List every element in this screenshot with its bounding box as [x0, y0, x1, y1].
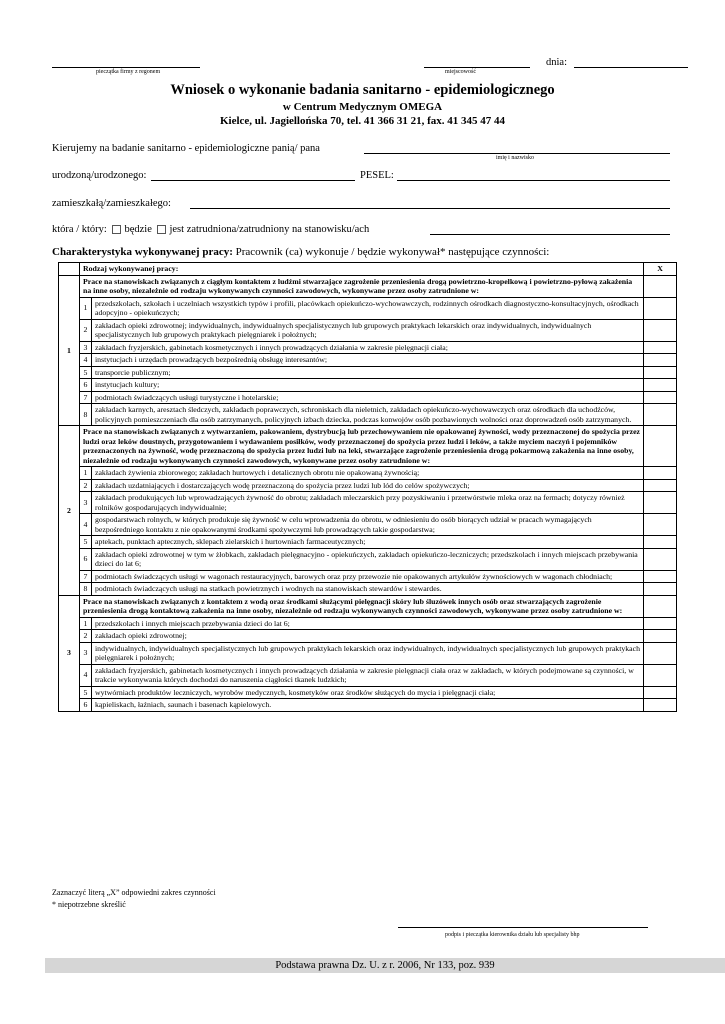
note-strike: * niepotrzebne skreślić	[52, 900, 126, 909]
born-line[interactable]	[151, 180, 355, 181]
item-number: 2	[80, 630, 92, 643]
item-mark-cell[interactable]	[644, 536, 677, 549]
section-row	[59, 275, 677, 297]
work-type-table	[58, 262, 677, 712]
item-number: 4	[80, 354, 92, 367]
table-row	[59, 514, 677, 536]
item-text: przedszkolach, szkołach i uczelniach wszystkich typów i profili, placówkach opiekuńczo-wychowawczych, rodzinnych ośrodkach diagnostyczno-konsultacyjnych, ośrodkach adopcyjno - opiekuńczych;	[92, 297, 644, 319]
residence-line[interactable]	[190, 208, 670, 209]
item-text: zakładach produkujących lub wprowadzających żywność do obrotu; zakładach mleczarskich przy pozyskiwaniu i przetwórstwie mleka oraz na fermach; dotyczy również rolników gospodarujących indywidualnie;	[92, 492, 644, 514]
item-number: 3	[80, 341, 92, 354]
table-row	[59, 686, 677, 699]
section-title: Prace na stanowiskach związanych z wytwarzaniem, pakowaniem, dystrybucją lub przechowywaniem nie opakowanej żywności, wody przeznaczonej do spożycia przez ludzi oraz leków doustnych, przygotowaniem i wydawaniem posiłków, wody przeznaczonej do spożycia przez ludzi i leków, a także myciem naczyń i pojemników przeznaczonych na żywność, wodę przeznaczoną do spożycia przez ludzi lub na leki, stwarzające zagrożenie przeniesienia drogą pokarmową zakażenia na inne osoby, niezależnie od rodzaju wykonywanych czynności zawodowych, wykonywane przez osoby zatrudnione w:	[80, 426, 644, 467]
date-label: dnia:	[546, 57, 567, 68]
employment-row	[52, 224, 369, 235]
center-address: Kielce, ul. Jagiellońska 70, tel. 41 366 31 21, fax. 41 345 47 44	[219, 115, 506, 127]
section-number: 2	[59, 426, 80, 596]
table-row	[59, 341, 677, 354]
table-row	[59, 354, 677, 367]
item-text: wytwórniach produktów leczniczych, wyrobów medycznych, kosmetyków oraz środków służących do mycia i pielęgnacji ciała;	[92, 686, 644, 699]
table-row	[59, 536, 677, 549]
is-checkbox[interactable]	[157, 225, 166, 234]
table-row	[59, 467, 677, 480]
table-row	[59, 379, 677, 392]
item-mark-cell[interactable]	[644, 686, 677, 699]
table-row	[59, 642, 677, 664]
item-mark-cell[interactable]	[644, 354, 677, 367]
item-number: 8	[80, 583, 92, 596]
name-label: imię i nazwisko	[496, 155, 534, 161]
center-name: w Centrum Medycznym OMEGA	[282, 101, 443, 113]
item-number: 3	[80, 642, 92, 664]
item-mark-cell[interactable]	[644, 391, 677, 404]
stamp-label: pieczątka firmy z regonem	[96, 69, 161, 75]
will-be-label: będzie	[124, 224, 152, 235]
item-text: zakładach opieki zdrowotnej; indywidualnych, indywidualnych specjalistycznych lub grupowych praktykach lekarskich oraz indywidualnych, indywidualnych specjalistycznych lub grupowych praktykach pielęgniarek i położnych;	[92, 319, 644, 341]
section-title: Prace na stanowiskach związanych z ciągłym kontaktem z ludźmi stwarzające zagrożenie przeniesienia drogą powietrzno-kropelkową i powietrzno-pyłową zakażenia na inne osoby, niezależnie od rodzaju wykonywanych czynności zawodowych, wykonywane przez osoby zatrudnione w:	[80, 275, 644, 297]
item-text: przedszkolach i innych miejscach przebywania dzieci do lat 6;	[92, 617, 644, 630]
item-number: 5	[80, 536, 92, 549]
document-title: Wniosek o wykonanie badania sanitarno - epidemiologicznego	[170, 82, 555, 98]
work-type-table-body	[59, 263, 677, 712]
pesel-line[interactable]	[397, 180, 670, 181]
item-text: zakładach karnych, aresztach śledczych, zakładach poprawczych, schroniskach dla nieletnich, zakładach opiekuńczo-wychowawczych oraz ośrodkach dla uchodźców, policyjnych pomieszczeniach dla osób zatrzymanych, policyjnych izbach dziecka, podczas konwojów osób pozbawionych wolności oraz doprowadzeń osób zatrzymanych.	[92, 404, 644, 426]
section-number: 3	[59, 595, 80, 711]
header-blank-cell	[59, 263, 80, 276]
item-number: 6	[80, 699, 92, 712]
item-text: zakładach żywienia zbiorowego; zakładach hurtowych i detalicznych obrotu nie opakowaną żywnością;	[92, 467, 644, 480]
item-number: 5	[80, 366, 92, 379]
section-row	[59, 426, 677, 467]
item-mark-cell[interactable]	[644, 404, 677, 426]
item-text: instytucjach i urzędach prowadzących bezpośrednią obsługę interesantów;	[92, 354, 644, 367]
item-number: 2	[80, 319, 92, 341]
item-mark-cell[interactable]	[644, 548, 677, 570]
residence-label: zamieszkałą/zamieszkałego:	[52, 198, 171, 209]
item-text: transporcie publicznym;	[92, 366, 644, 379]
item-number: 7	[80, 391, 92, 404]
item-number: 6	[80, 379, 92, 392]
item-text: podmiotach świadczących usługi na statkach powietrznych i wodnych na stanowiskach stewardów i stewardes.	[92, 583, 644, 596]
item-number: 5	[80, 686, 92, 699]
item-number: 4	[80, 664, 92, 686]
item-number: 7	[80, 570, 92, 583]
item-text: gospodarstwach rolnych, w których produkuje się żywność w celu wprowadzenia do obrotu, w odniesieniu do osób biorących udział w pracach wymagających bezpośredniego kontaktu z nie opakowanymi środkami spożywczymi lub prowadzących takie gospodarstwa;	[92, 514, 644, 536]
section-title: Prace na stanowiskach związanych z kontaktem z wodą oraz środkami służącymi pielęgnacji skóry lub śluzówek innych osób oraz stwarzających zagrożenie przeniesienia drogą kontaktową zakażenia na inne osoby, niezależnie od rodzaju wykonywanych czynności zawodowych, wykonywane przez osoby zatrudnione w:	[80, 595, 644, 617]
item-text: podmiotach świadczących usługi turystyczne i hotelarskie;	[92, 391, 644, 404]
table-row	[59, 319, 677, 341]
signature-line[interactable]	[398, 927, 648, 928]
item-mark-cell[interactable]	[644, 366, 677, 379]
item-mark-cell[interactable]	[644, 297, 677, 319]
section-number: 1	[59, 275, 80, 426]
table-header-row	[59, 263, 677, 276]
table-row	[59, 664, 677, 686]
table-row	[59, 548, 677, 570]
item-mark-cell[interactable]	[644, 617, 677, 630]
table-row	[59, 366, 677, 379]
item-text: zakładach opieki zdrowotnej;	[92, 630, 644, 643]
item-number: 6	[80, 548, 92, 570]
item-number: 3	[80, 492, 92, 514]
item-text: aptekach, punktach aptecznych, sklepach zielarskich i hurtowniach farmaceutycznych;	[92, 536, 644, 549]
table-row	[59, 583, 677, 596]
item-text: zakładach uzdatniających i dostarczających wodę przeznaczoną do spożycia przez ludzi lub lód do celów spożywczych;	[92, 479, 644, 492]
date-line[interactable]	[574, 67, 688, 68]
item-text: podmiotach świadczących usługi w wagonach restauracyjnych, barowych oraz przy przewozie nie opakowanych artykułów żywnościowych w wagonach chłodniach;	[92, 570, 644, 583]
characteristics-heading-bold: Charakterystyka wykonywanej pracy:	[52, 246, 233, 258]
item-number: 1	[80, 297, 92, 319]
section-row	[59, 595, 677, 617]
table-header-label: Rodzaj wykonywanej pracy:	[80, 263, 644, 276]
legal-basis-footer: Podstawa prawna Dz. U. z r. 2006, Nr 133, poz. 939	[45, 958, 725, 973]
will-be-checkbox[interactable]	[112, 225, 121, 234]
employed-label: jest zatrudniona/zatrudniony na stanowisku/ach	[169, 224, 370, 235]
table-row	[59, 479, 677, 492]
item-text: zakładach fryzjerskich, gabinetach kosmetycznych i innych prowadzących działania w zakresie pielęgnacji ciała;	[92, 341, 644, 354]
item-text: zakładach opieki zdrowotnej w tym w żłobkach, zakładach pielęgnacyjno - opiekuńczych, zakładach opiekuńczo-leczniczych; przedszkolach i innych miejscach przebywania dzieci do lat 6;	[92, 548, 644, 570]
item-text: kąpieliskach, łaźniach, saunach i basenach kąpielowych.	[92, 699, 644, 712]
which-label: która / który:	[52, 224, 107, 235]
item-mark-cell[interactable]	[644, 699, 677, 712]
section-mark-cell[interactable]	[644, 595, 677, 617]
item-number: 8	[80, 404, 92, 426]
table-row	[59, 617, 677, 630]
item-mark-cell[interactable]	[644, 514, 677, 536]
patient-name-line[interactable]	[364, 153, 670, 154]
item-mark-cell[interactable]	[644, 319, 677, 341]
item-mark-cell[interactable]	[644, 379, 677, 392]
table-row	[59, 297, 677, 319]
item-number: 1	[80, 467, 92, 480]
table-row	[59, 699, 677, 712]
item-mark-cell[interactable]	[644, 630, 677, 643]
item-text: indywidualnych, indywidualnych specjalistycznych lub grupowych praktykach lekarskich oraz indywidualnych, indywidualnych specjalistycznych lub grupowych praktykach pielęgniarek i położnych;	[92, 642, 644, 664]
table-row	[59, 570, 677, 583]
table-row	[59, 391, 677, 404]
place-line[interactable]	[424, 67, 530, 68]
item-mark-cell[interactable]	[644, 467, 677, 480]
table-row	[59, 404, 677, 426]
characteristics-heading-rest: Pracownik (ca) wykonuje / będzie wykonywał* następujące czynności:	[232, 246, 550, 258]
section-mark-cell[interactable]	[644, 275, 677, 297]
item-text: instytucjach kultury;	[92, 379, 644, 392]
item-text: zakładach fryzjerskich, gabinetach kosmetycznych i innych prowadzących działania w zakresie pielęgnacji ciała oraz w zakładach, w których podejmowane są czynności, w trakcie wykonywania których dochodzi do naruszenia ciągłości tkanek ludzkich;	[92, 664, 644, 686]
item-mark-cell[interactable]	[644, 583, 677, 596]
position-line[interactable]	[430, 234, 670, 235]
pesel-label: PESEL:	[360, 170, 394, 181]
born-label: urodzoną/urodzonego:	[52, 170, 147, 181]
note-mark-x: Zaznaczyć literą „X” odpowiedni zakres czynności	[52, 888, 216, 897]
signature-label: podpis i pieczątka kierownika działu lub specjalisty bhp	[445, 932, 580, 938]
section-mark-cell[interactable]	[644, 426, 677, 467]
table-row	[59, 630, 677, 643]
characteristics-heading	[52, 246, 549, 258]
table-row	[59, 492, 677, 514]
item-mark-cell[interactable]	[644, 570, 677, 583]
place-label: miejscowość	[445, 69, 476, 75]
referral-label: Kierujemy na badanie sanitarno - epidemiologiczne panią/ pana	[52, 143, 320, 154]
table-header-x: X	[644, 263, 677, 276]
stamp-line	[52, 67, 200, 68]
item-number: 2	[80, 479, 92, 492]
item-mark-cell[interactable]	[644, 642, 677, 664]
item-mark-cell[interactable]	[644, 341, 677, 354]
item-number: 1	[80, 617, 92, 630]
item-mark-cell[interactable]	[644, 664, 677, 686]
item-mark-cell[interactable]	[644, 492, 677, 514]
item-mark-cell[interactable]	[644, 479, 677, 492]
item-number: 4	[80, 514, 92, 536]
